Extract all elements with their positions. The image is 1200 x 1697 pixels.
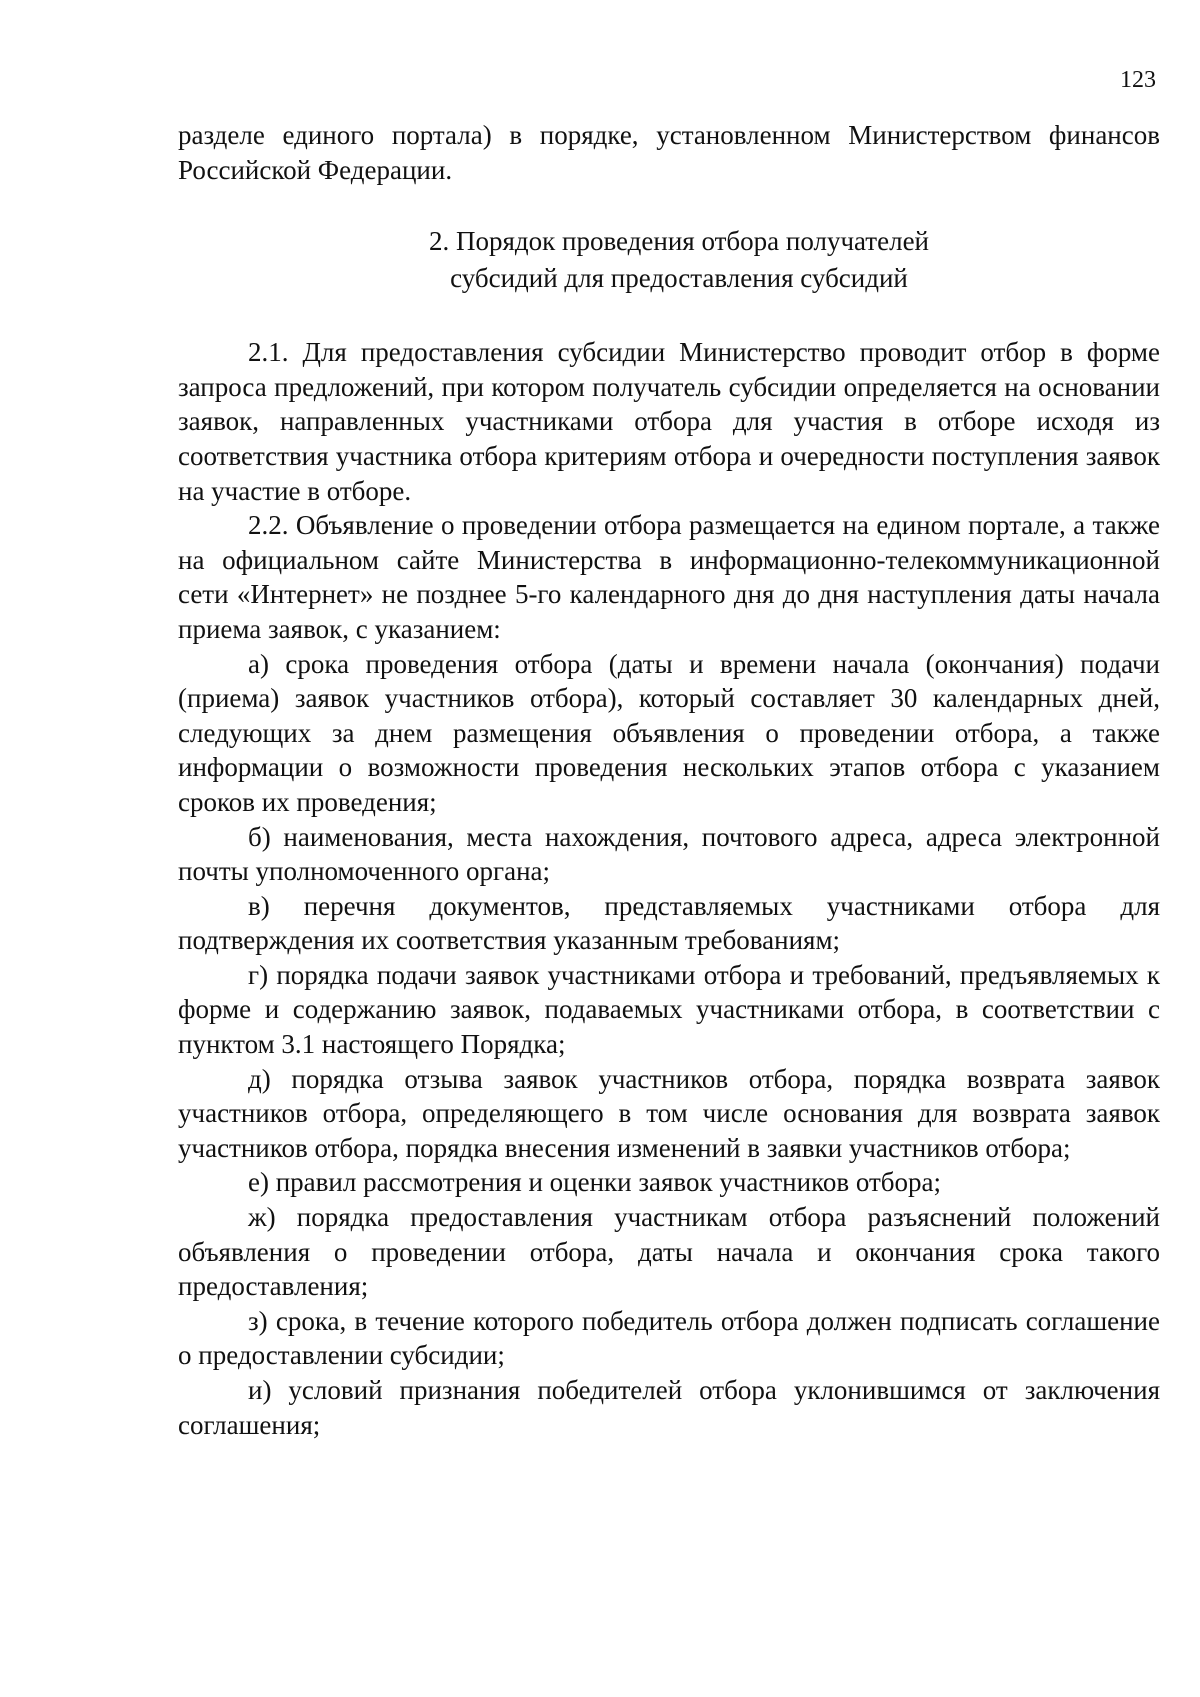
section-heading bbox=[178, 223, 1160, 297]
intro-paragraph: разделе единого портала) в порядке, установленном Министерством финансов Российской Федерации. bbox=[178, 120, 1160, 185]
list-item-v: в) перечня документов, представляемых участниками отбора для подтверждения их соответствия указанным требованиям; bbox=[178, 890, 1160, 956]
list-item-zh: ж) порядка предоставления участникам отбора разъяснений положений объявления о проведении отбора, даты начала и окончания срока такого предоставления; bbox=[178, 1202, 1160, 1302]
paragraph-2-2: 2.2. Объявление о проведении отбора размещается на едином портале, а также на официальном сайте Министерства в информационно-телекоммуникационной сети «Интернет» не позднее 5-го календарного дня до дня наступления даты начала приема заявок, с указанием: bbox=[178, 510, 1160, 644]
list-item-b: б) наименования, места нахождения, почтового адреса, адреса электронной почты уполномоченного органа; bbox=[178, 821, 1160, 887]
list-item-a: а) срока проведения отбора (даты и времени начала (окончания) подачи (приема) заявок участников отбора), который составляет 30 календарных дней, следующих за днем размещения объявления о проведении отбора, а также информации о возможности проведения нескольких этапов отбора с указанием сроков их проведения; bbox=[178, 648, 1160, 817]
section-heading-line-1: 2. Порядок проведения отбора получателей bbox=[428, 226, 929, 257]
list-item-g: г) порядка подачи заявок участниками отбора и требований, предъявляемых к форме и содержанию заявок, подаваемых участниками отбора, в соответствии с пунктом 3.1 настоящего Порядка; bbox=[178, 959, 1160, 1060]
list-item-e: е) правил рассмотрения и оценки заявок участников отбора; bbox=[248, 1167, 941, 1198]
section-heading-line-2: субсидий для предоставления субсидий bbox=[450, 263, 908, 294]
page-number: 123 bbox=[1120, 67, 1156, 93]
paragraph-2-1: 2.1. Для предоставления субсидии Министерство проводит отбор в форме запроса предложений, при котором получатель субсидии определяется на основании заявок, направленных участниками отбора для участия в отборе исходя из соответствия участника отбора критериям отбора и очередности поступления заявок на участие в отборе. bbox=[178, 337, 1160, 506]
list-item-z: з) срока, в течение которого победитель отбора должен подписать соглашение о предоставлении субсидии; bbox=[178, 1305, 1160, 1371]
document-body bbox=[178, 118, 1160, 1442]
list-item-i: и) условий признания победителей отбора уклонившимся от заключения соглашения; bbox=[178, 1375, 1160, 1440]
list-item-d: д) порядка отзыва заявок участников отбора, порядка возврата заявок участников отбора, определяющего в том числе основания для возврата заявок участников отбора, порядка внесения изменений в заявки участников отбора; bbox=[178, 1063, 1160, 1163]
